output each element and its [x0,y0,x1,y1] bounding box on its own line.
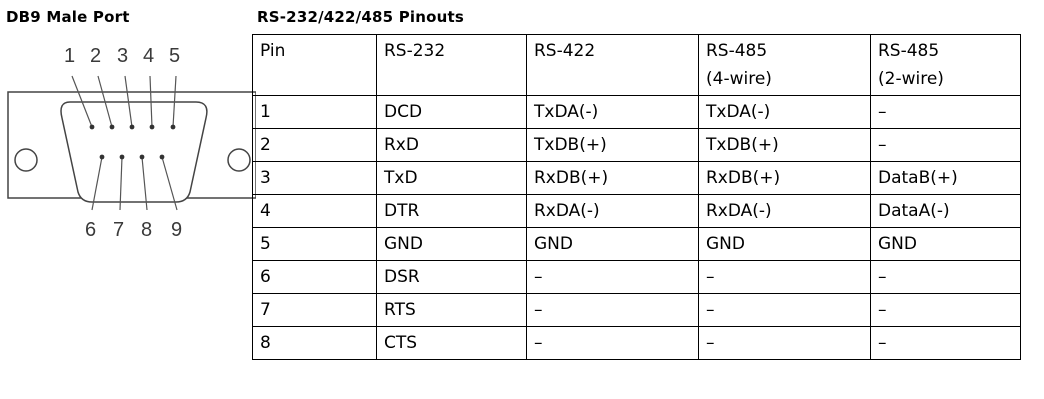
mounting-hole-left [15,149,37,171]
cell-rs422: RxDB(+) [527,162,699,195]
table-row [253,261,1021,294]
cell-rs232: TxD [377,162,527,195]
db9-connector-diagram [0,30,256,270]
cell-rs422: GND [527,228,699,261]
cell-rs485-2wire: – [871,327,1021,360]
table-row [253,195,1021,228]
cell-rs422: – [527,294,699,327]
d-sub-outline [61,102,207,202]
pin-label: 8 [141,219,153,241]
cell-rs232: DSR [377,261,527,294]
cell-rs422: RxDA(-) [527,195,699,228]
cell-rs485-4wire: RxDB(+) [699,162,871,195]
cell-pin: 4 [253,195,377,228]
cell-pin: 7 [253,294,377,327]
db9-port-title: DB9 Male Port [6,8,130,26]
column-header-rs485-2wire: RS-485 (2-wire) [871,35,1021,96]
pin-dot [110,125,115,130]
cell-rs485-2wire: DataB(+) [871,162,1021,195]
cell-rs485-4wire: – [699,327,871,360]
pin-label: 6 [85,219,97,241]
cell-rs232: RxD [377,129,527,162]
cell-rs485-2wire: – [871,261,1021,294]
pinout-table [252,34,1021,360]
pin-dot [171,125,176,130]
cell-rs422: – [527,327,699,360]
cell-pin: 1 [253,96,377,129]
table-row [253,294,1021,327]
cell-pin: 3 [253,162,377,195]
cell-pin: 2 [253,129,377,162]
cell-rs485-2wire: – [871,96,1021,129]
pin-label: 4 [143,45,155,67]
pin-dot [140,155,145,160]
column-header-rs232: RS-232 [377,35,527,96]
pin-dot [160,155,165,160]
pin-dot [130,125,135,130]
pin-dot [90,125,95,130]
cell-rs485-4wire: TxDB(+) [699,129,871,162]
pin-label: 7 [113,219,125,241]
cell-rs232: RTS [377,294,527,327]
cell-rs422: TxDA(-) [527,96,699,129]
table-row [253,129,1021,162]
pin-label: 2 [90,45,102,67]
cell-rs232: DCD [377,96,527,129]
cell-pin: 6 [253,261,377,294]
column-header-pin: Pin [253,35,377,96]
cell-rs485-2wire: GND [871,228,1021,261]
pin-label: 9 [171,219,183,241]
table-header-row [253,35,1021,96]
pin-dot [100,155,105,160]
cell-rs485-4wire: RxDA(-) [699,195,871,228]
cell-pin: 8 [253,327,377,360]
cell-rs232: CTS [377,327,527,360]
table-row [253,327,1021,360]
pin-dot [150,125,155,130]
column-header-rs485-4wire: RS-485 (4-wire) [699,35,871,96]
column-header-rs422: RS-422 [527,35,699,96]
cell-rs485-4wire: GND [699,228,871,261]
cell-rs485-4wire: – [699,261,871,294]
pin-dot [120,155,125,160]
pinout-table-title: RS-232/422/485 Pinouts [257,8,464,26]
pin-label: 5 [169,45,181,67]
pin-label: 3 [117,45,129,67]
table-row [253,228,1021,261]
table-row [253,162,1021,195]
cell-rs422: TxDB(+) [527,129,699,162]
table-body [253,96,1021,360]
pin-label: 1 [64,45,76,67]
cell-rs422: – [527,261,699,294]
cell-rs485-4wire: TxDA(-) [699,96,871,129]
cell-pin: 5 [253,228,377,261]
cell-rs232: DTR [377,195,527,228]
table-row [253,96,1021,129]
mounting-hole-right [228,149,250,171]
cell-rs485-4wire: – [699,294,871,327]
cell-rs485-2wire: – [871,129,1021,162]
cell-rs232: GND [377,228,527,261]
cell-rs485-2wire: – [871,294,1021,327]
cell-rs485-2wire: DataA(-) [871,195,1021,228]
